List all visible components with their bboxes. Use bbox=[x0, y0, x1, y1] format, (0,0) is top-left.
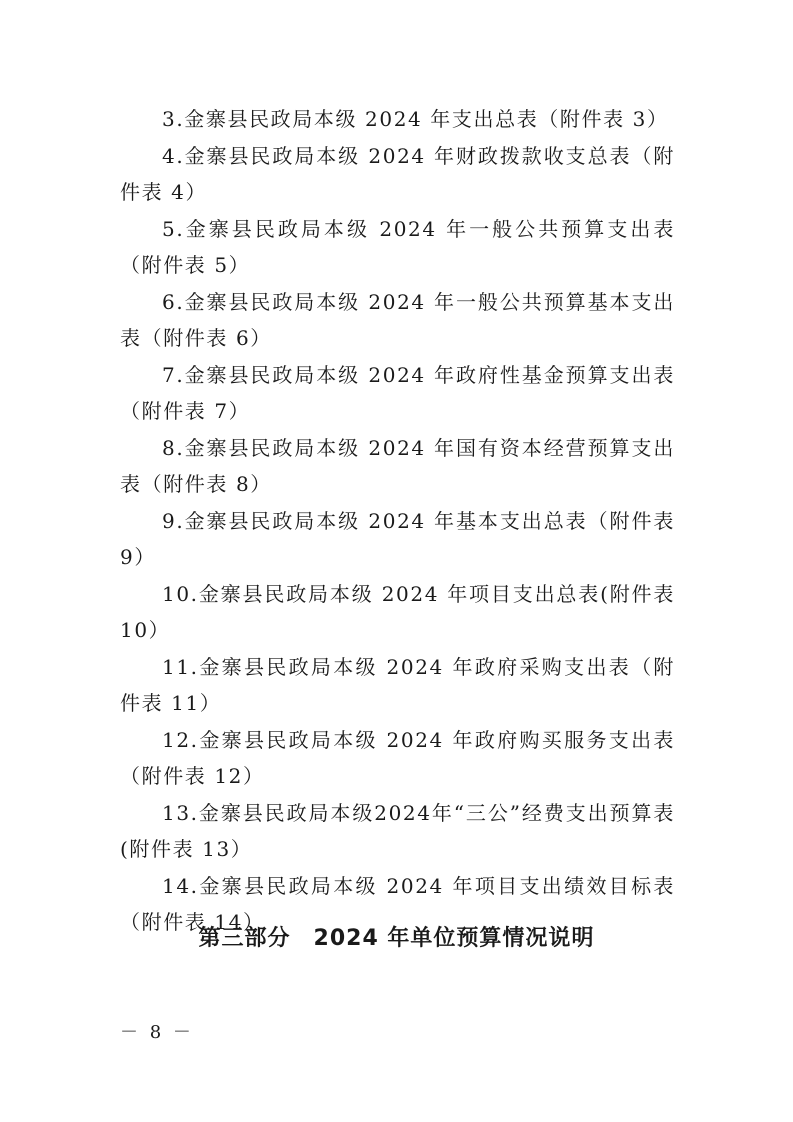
list-item: 7.金寨县民政局本级 2024 年政府性基金预算支出表（附件表 7） bbox=[120, 362, 675, 423]
list-item: 3.金寨县民政局本级 2024 年支出总表（附件表 3） bbox=[162, 107, 669, 131]
list-item: 12.金寨县民政局本级 2024 年政府购买服务支出表（附件表 12） bbox=[120, 727, 675, 788]
list-item: 10.金寨县民政局本级 2024 年项目支出总表(附件表 10） bbox=[120, 581, 675, 642]
list-item: 13.金寨县民政局本级2024年“三公”经费支出预算表(附件表 13） bbox=[120, 800, 675, 861]
list-item: 5.金寨县民政局本级 2024 年一般公共预算支出表（附件表 5） bbox=[120, 216, 675, 277]
list-item: 14.金寨县民政局本级 2024 年项目支出绩效目标表（附件表 14） bbox=[120, 873, 675, 934]
list-item: 11.金寨县民政局本级 2024 年政府采购支出表（附件表 11） bbox=[120, 654, 675, 715]
section-title: 第三部分 2024 年单位预算情况说明 bbox=[198, 926, 595, 951]
list-item: 6.金寨县民政局本级 2024 年一般公共预算基本支出表（附件表 6） bbox=[120, 289, 675, 350]
attachment-table-list bbox=[120, 101, 675, 941]
list-item: 4.金寨县民政局本级 2024 年财政拨款收支总表（附件表 4） bbox=[120, 143, 675, 204]
list-item: 8.金寨县民政局本级 2024 年国有资本经营预算支出表（附件表 8） bbox=[120, 435, 675, 496]
page-number: － 8 － bbox=[120, 1022, 194, 1043]
list-item: 9.金寨县民政局本级 2024 年基本支出总表（附件表 9） bbox=[120, 508, 675, 569]
